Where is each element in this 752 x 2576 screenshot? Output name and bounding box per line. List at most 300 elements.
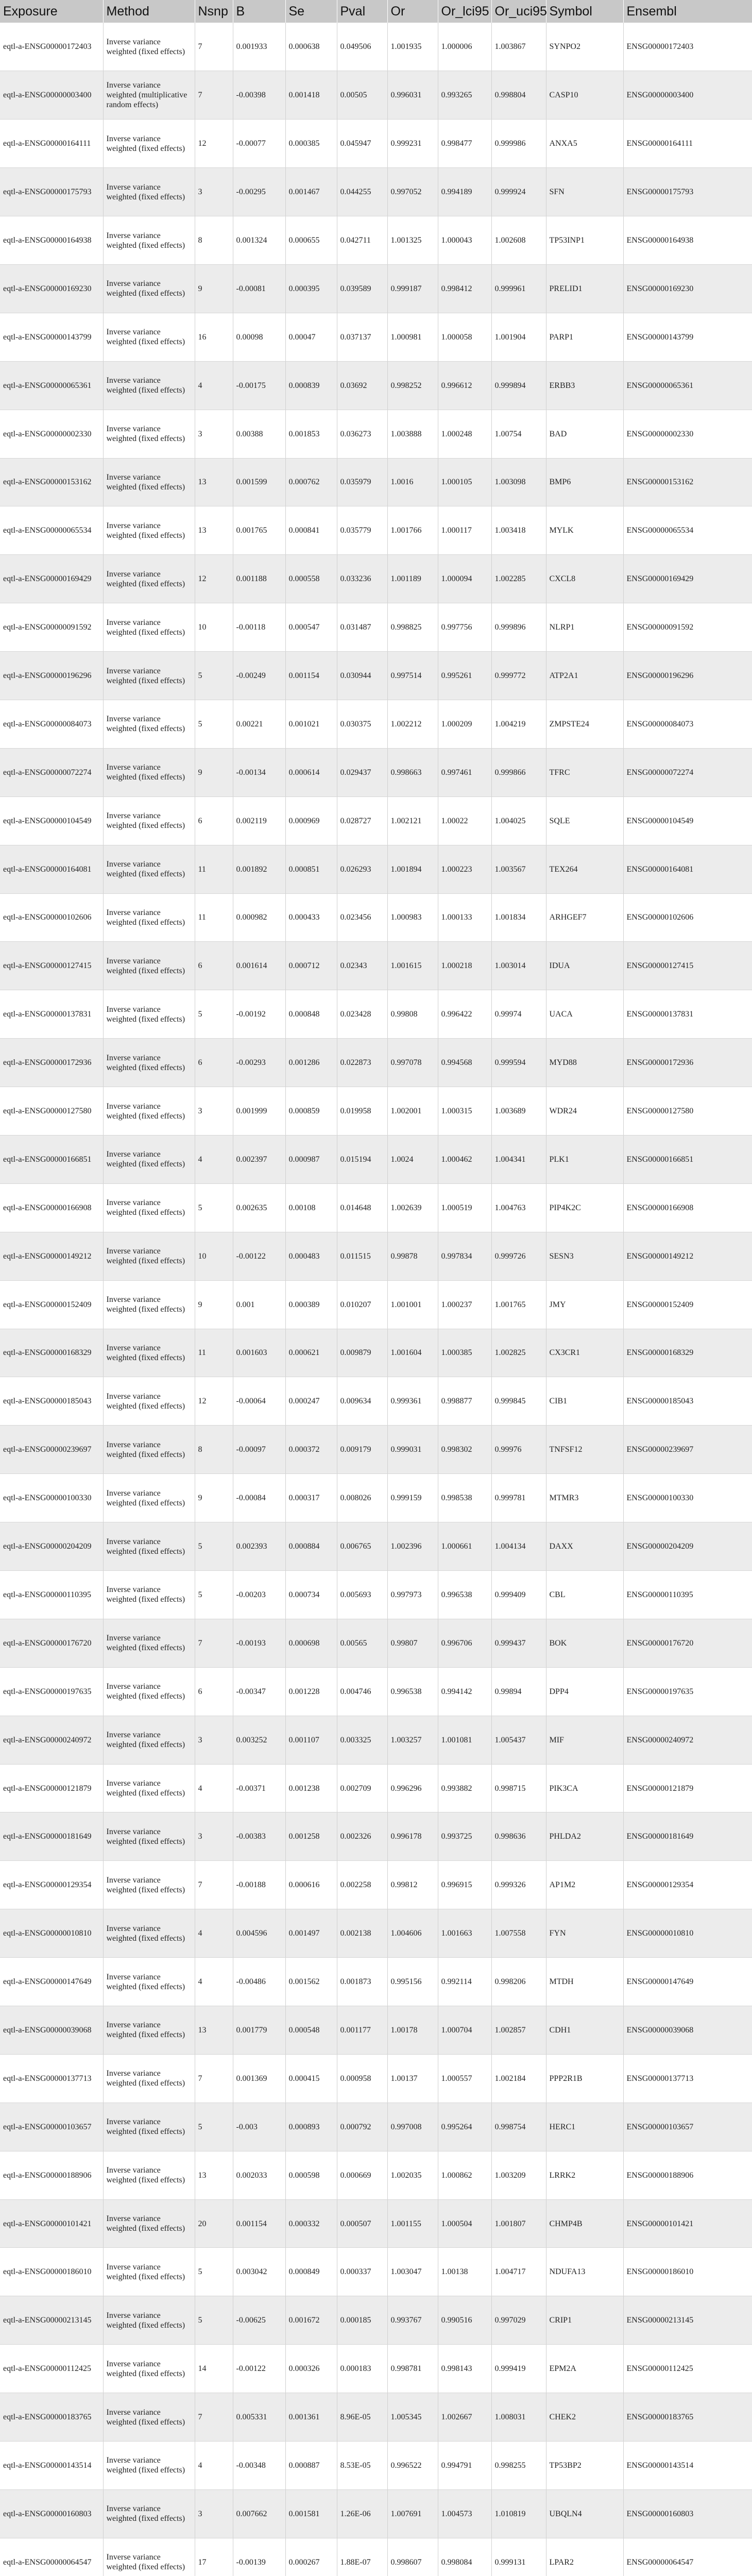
- cell-or: 0.99808: [387, 990, 438, 1039]
- cell-se: 0.001238: [285, 1764, 337, 1812]
- cell-symbol: PARP1: [546, 313, 623, 361]
- cell-pval: 0.036273: [337, 410, 387, 458]
- table-row: [0, 1909, 752, 1958]
- cell-or-uci95: 1.004341: [491, 1135, 546, 1183]
- cell-or-uci95: 1.003867: [491, 23, 546, 71]
- cell-se: 0.001021: [285, 700, 337, 748]
- cell-b: 0.00098: [233, 313, 285, 361]
- cell-nsnp: 5: [195, 700, 233, 748]
- cell-nsnp: 6: [195, 796, 233, 845]
- cell-symbol: HERC1: [546, 2103, 623, 2151]
- cell-or: 1.001001: [387, 1280, 438, 1329]
- cell-or: 0.998781: [387, 2345, 438, 2393]
- cell-or-lci95: 1.000006: [438, 23, 491, 71]
- cell-nsnp: 10: [195, 603, 233, 652]
- cell-exposure: eqtl-a-ENSG00000186010: [0, 2248, 103, 2296]
- cell-or-lci95: 0.997461: [438, 748, 491, 796]
- cell-symbol: TP53BP2: [546, 2442, 623, 2490]
- cell-or-lci95: 1.000385: [438, 1329, 491, 1377]
- cell-pval: 0.037137: [337, 313, 387, 361]
- table-row: [0, 264, 752, 313]
- cell-b: 0.002397: [233, 1135, 285, 1183]
- cell-exposure: eqtl-a-ENSG00000110395: [0, 1571, 103, 1619]
- table-row: [0, 796, 752, 845]
- cell-b: -0.00486: [233, 1958, 285, 2006]
- cell-ensembl: ENSG00000183765: [623, 2393, 752, 2442]
- cell-se: 0.000598: [285, 2151, 337, 2199]
- table-row: [0, 1232, 752, 1280]
- cell-nsnp: 3: [195, 1087, 233, 1136]
- cell-pval: 0.009879: [337, 1329, 387, 1377]
- cell-b: -0.00371: [233, 1764, 285, 1812]
- cell-or-uci95: 0.999409: [491, 1571, 546, 1619]
- cell-ensembl: ENSG00000137831: [623, 990, 752, 1039]
- cell-or: 1.002035: [387, 2151, 438, 2199]
- cell-se: 0.000969: [285, 796, 337, 845]
- cell-or: 1.002001: [387, 1087, 438, 1136]
- cell-method: Inverse variance weighted (fixed effects): [103, 1039, 195, 1087]
- cell-pval: 0.028727: [337, 796, 387, 845]
- cell-or-lci95: 0.996612: [438, 361, 491, 410]
- cell-or: 1.003047: [387, 2248, 438, 2296]
- cell-method: Inverse variance weighted (fixed effects): [103, 700, 195, 748]
- cell-exposure: eqtl-a-ENSG00000121879: [0, 1764, 103, 1812]
- cell-pval: 0.000337: [337, 2248, 387, 2296]
- table-row: [0, 23, 752, 71]
- cell-or: 0.996538: [387, 1667, 438, 1716]
- cell-symbol: MIF: [546, 1716, 623, 1764]
- table-row: [0, 1426, 752, 1474]
- cell-nsnp: 13: [195, 458, 233, 506]
- cell-ensembl: ENSG00000204209: [623, 1522, 752, 1571]
- cell-exposure: eqtl-a-ENSG00000112425: [0, 2345, 103, 2393]
- cell-se: 0.000332: [285, 2199, 337, 2248]
- cell-symbol: UACA: [546, 990, 623, 1039]
- cell-b: 0.007662: [233, 2489, 285, 2538]
- table-row: [0, 1087, 752, 1136]
- cell-or-lci95: 1.000315: [438, 1087, 491, 1136]
- cell-nsnp: 5: [195, 1522, 233, 1571]
- cell-exposure: eqtl-a-ENSG00000240972: [0, 1716, 103, 1764]
- cell-or-lci95: 0.998302: [438, 1426, 491, 1474]
- cell-or: 1.00137: [387, 2054, 438, 2103]
- cell-se: 0.001467: [285, 168, 337, 216]
- table-row: [0, 2442, 752, 2490]
- table-row: [0, 1667, 752, 1716]
- cell-b: -0.00097: [233, 1426, 285, 1474]
- cell-or: 0.99807: [387, 1619, 438, 1667]
- cell-ensembl: ENSG00000166851: [623, 1135, 752, 1183]
- cell-method: Inverse variance weighted (fixed effects): [103, 1812, 195, 1861]
- table-row: [0, 2006, 752, 2055]
- cell-or-uci95: 1.004763: [491, 1183, 546, 1232]
- cell-or-lci95: 1.000519: [438, 1183, 491, 1232]
- cell-method: Inverse variance weighted (fixed effects): [103, 1764, 195, 1812]
- cell-method: Inverse variance weighted (fixed effects): [103, 942, 195, 990]
- cell-ensembl: ENSG00000196296: [623, 652, 752, 700]
- cell-pval: 0.033236: [337, 555, 387, 603]
- cell-se: 0.000267: [285, 2538, 337, 2576]
- cell-or-lci95: 0.990516: [438, 2296, 491, 2345]
- cell-or-lci95: 1.001663: [438, 1909, 491, 1958]
- cell-exposure: eqtl-a-ENSG00000137831: [0, 990, 103, 1039]
- cell-or-uci95: 1.003567: [491, 845, 546, 893]
- cell-se: 0.001107: [285, 1716, 337, 1764]
- cell-or-uci95: 0.998715: [491, 1764, 546, 1812]
- cell-or-uci95: 1.003689: [491, 1087, 546, 1136]
- cell-nsnp: 5: [195, 990, 233, 1039]
- column-header-or-uci95: Or_uci95: [491, 0, 546, 23]
- cell-method: Inverse variance weighted (fixed effects): [103, 1280, 195, 1329]
- cell-or-uci95: 0.999594: [491, 1039, 546, 1087]
- cell-exposure: eqtl-a-ENSG00000127415: [0, 942, 103, 990]
- cell-or-lci95: 1.001081: [438, 1716, 491, 1764]
- cell-se: 0.000887: [285, 2442, 337, 2490]
- cell-ensembl: ENSG00000164081: [623, 845, 752, 893]
- cell-method: Inverse variance weighted (fixed effects): [103, 361, 195, 410]
- cell-se: 0.000415: [285, 2054, 337, 2103]
- cell-or-lci95: 0.998538: [438, 1474, 491, 1522]
- cell-or: 1.000983: [387, 893, 438, 942]
- cell-or-lci95: 0.998143: [438, 2345, 491, 2393]
- cell-symbol: PRELID1: [546, 264, 623, 313]
- cell-pval: 0.023428: [337, 990, 387, 1039]
- cell-pval: 0.022873: [337, 1039, 387, 1087]
- cell-exposure: eqtl-a-ENSG00000065534: [0, 506, 103, 555]
- cell-pval: 0.000669: [337, 2151, 387, 2199]
- cell-b: 0.002635: [233, 1183, 285, 1232]
- cell-or: 1.001604: [387, 1329, 438, 1377]
- cell-or-lci95: 0.993265: [438, 71, 491, 120]
- cell-pval: 0.014648: [337, 1183, 387, 1232]
- cell-method: Inverse variance weighted (fixed effects): [103, 1522, 195, 1571]
- cell-pval: 0.029437: [337, 748, 387, 796]
- cell-or-lci95: 1.000862: [438, 2151, 491, 2199]
- cell-nsnp: 17: [195, 2538, 233, 2576]
- cell-ensembl: ENSG00000064547: [623, 2538, 752, 2576]
- cell-pval: 0.035779: [337, 506, 387, 555]
- cell-nsnp: 12: [195, 120, 233, 168]
- cell-nsnp: 4: [195, 361, 233, 410]
- cell-nsnp: 5: [195, 1571, 233, 1619]
- cell-ensembl: ENSG00000121879: [623, 1764, 752, 1812]
- cell-pval: 0.000507: [337, 2199, 387, 2248]
- cell-se: 0.000433: [285, 893, 337, 942]
- cell-ensembl: ENSG00000172403: [623, 23, 752, 71]
- cell-exposure: eqtl-a-ENSG00000169230: [0, 264, 103, 313]
- cell-nsnp: 11: [195, 845, 233, 893]
- table-row: [0, 361, 752, 410]
- cell-symbol: PIK3CA: [546, 1764, 623, 1812]
- table-row: [0, 216, 752, 265]
- cell-pval: 1.88E-07: [337, 2538, 387, 2576]
- cell-or-lci95: 0.995264: [438, 2103, 491, 2151]
- cell-or-uci95: 0.99976: [491, 1426, 546, 1474]
- cell-nsnp: 3: [195, 1716, 233, 1764]
- cell-nsnp: 3: [195, 2489, 233, 2538]
- cell-nsnp: 4: [195, 2442, 233, 2490]
- cell-nsnp: 7: [195, 23, 233, 71]
- cell-or: 0.996296: [387, 1764, 438, 1812]
- cell-or-lci95: 0.994189: [438, 168, 491, 216]
- cell-se: 0.000849: [285, 2248, 337, 2296]
- cell-method: Inverse variance weighted (fixed effects): [103, 1426, 195, 1474]
- cell-exposure: eqtl-a-ENSG00000166908: [0, 1183, 103, 1232]
- cell-or-lci95: 1.000248: [438, 410, 491, 458]
- cell-exposure: eqtl-a-ENSG00000160803: [0, 2489, 103, 2538]
- cell-or-uci95: 0.998804: [491, 71, 546, 120]
- cell-b: 0.001765: [233, 506, 285, 555]
- cell-or-uci95: 0.998636: [491, 1812, 546, 1861]
- cell-or: 1.002639: [387, 1183, 438, 1232]
- cell-or-lci95: 0.992114: [438, 1958, 491, 2006]
- cell-ensembl: ENSG00000147649: [623, 1958, 752, 2006]
- cell-symbol: SYNPO2: [546, 23, 623, 71]
- cell-exposure: eqtl-a-ENSG00000196296: [0, 652, 103, 700]
- cell-b: 0.001: [233, 1280, 285, 1329]
- cell-nsnp: 11: [195, 1329, 233, 1377]
- cell-pval: 0.044255: [337, 168, 387, 216]
- table-row: [0, 2199, 752, 2248]
- cell-exposure: eqtl-a-ENSG00000175793: [0, 168, 103, 216]
- cell-symbol: ARHGEF7: [546, 893, 623, 942]
- table-row: [0, 458, 752, 506]
- cell-nsnp: 5: [195, 1183, 233, 1232]
- cell-nsnp: 20: [195, 2199, 233, 2248]
- cell-pval: 0.030944: [337, 652, 387, 700]
- cell-ensembl: ENSG00000149212: [623, 1232, 752, 1280]
- cell-exposure: eqtl-a-ENSG00000176720: [0, 1619, 103, 1667]
- cell-ensembl: ENSG00000197635: [623, 1667, 752, 1716]
- cell-or-lci95: 0.997834: [438, 1232, 491, 1280]
- cell-or-lci95: 0.996915: [438, 1861, 491, 1909]
- cell-or-lci95: 1.000058: [438, 313, 491, 361]
- cell-or: 1.00178: [387, 2006, 438, 2055]
- table-row: [0, 1474, 752, 1522]
- cell-nsnp: 8: [195, 216, 233, 265]
- cell-symbol: PLK1: [546, 1135, 623, 1183]
- cell-symbol: ATP2A1: [546, 652, 623, 700]
- cell-or: 0.997052: [387, 168, 438, 216]
- cell-se: 0.001418: [285, 71, 337, 120]
- cell-or: 1.001935: [387, 23, 438, 71]
- cell-method: Inverse variance weighted (fixed effects): [103, 1232, 195, 1280]
- cell-nsnp: 6: [195, 1667, 233, 1716]
- cell-se: 0.001258: [285, 1812, 337, 1861]
- cell-symbol: MTDH: [546, 1958, 623, 2006]
- cell-exposure: eqtl-a-ENSG00000152409: [0, 1280, 103, 1329]
- cell-b: -0.00122: [233, 1232, 285, 1280]
- cell-or-lci95: 1.000504: [438, 2199, 491, 2248]
- cell-method: Inverse variance weighted (fixed effects): [103, 2296, 195, 2345]
- table-body: [0, 23, 752, 2576]
- cell-se: 0.000317: [285, 1474, 337, 1522]
- cell-ensembl: ENSG00000164938: [623, 216, 752, 265]
- cell-ensembl: ENSG00000137713: [623, 2054, 752, 2103]
- cell-or-lci95: 0.994568: [438, 1039, 491, 1087]
- column-header-pval: Pval: [337, 0, 387, 23]
- cell-pval: 0.011515: [337, 1232, 387, 1280]
- table-row: [0, 845, 752, 893]
- cell-method: Inverse variance weighted (fixed effects): [103, 893, 195, 942]
- column-header-exposure: Exposure: [0, 0, 103, 23]
- cell-method: Inverse variance weighted (fixed effects): [103, 313, 195, 361]
- cell-ensembl: ENSG00000168329: [623, 1329, 752, 1377]
- cell-nsnp: 4: [195, 1135, 233, 1183]
- cell-or-lci95: 0.997756: [438, 603, 491, 652]
- cell-se: 0.000698: [285, 1619, 337, 1667]
- cell-ensembl: ENSG00000169230: [623, 264, 752, 313]
- cell-se: 0.000385: [285, 120, 337, 168]
- table-row: [0, 1039, 752, 1087]
- cell-method: Inverse variance weighted (fixed effects): [103, 603, 195, 652]
- cell-pval: 0.03692: [337, 361, 387, 410]
- cell-or-uci95: 1.003209: [491, 2151, 546, 2199]
- cell-method: Inverse variance weighted (fixed effects): [103, 1571, 195, 1619]
- cell-b: 0.001188: [233, 555, 285, 603]
- cell-nsnp: 4: [195, 1909, 233, 1958]
- cell-ensembl: ENSG00000102606: [623, 893, 752, 942]
- table-row: [0, 1183, 752, 1232]
- cell-or-lci95: 1.000133: [438, 893, 491, 942]
- cell-method: Inverse variance weighted (fixed effects): [103, 216, 195, 265]
- cell-se: 0.000841: [285, 506, 337, 555]
- cell-ensembl: ENSG00000110395: [623, 1571, 752, 1619]
- header-row: [0, 0, 752, 23]
- cell-ensembl: ENSG00000039068: [623, 2006, 752, 2055]
- cell-method: Inverse variance weighted (fixed effects): [103, 2054, 195, 2103]
- cell-nsnp: 14: [195, 2345, 233, 2393]
- cell-exposure: eqtl-a-ENSG00000100330: [0, 1474, 103, 1522]
- cell-b: 0.002393: [233, 1522, 285, 1571]
- table-row: [0, 748, 752, 796]
- cell-nsnp: 3: [195, 1812, 233, 1861]
- cell-exposure: eqtl-a-ENSG00000003400: [0, 71, 103, 120]
- cell-or: 0.996178: [387, 1812, 438, 1861]
- cell-pval: 0.031487: [337, 603, 387, 652]
- cell-pval: 0.006765: [337, 1522, 387, 1571]
- cell-se: 0.001672: [285, 2296, 337, 2345]
- cell-pval: 1.26E-06: [337, 2489, 387, 2538]
- cell-or-uci95: 0.999419: [491, 2345, 546, 2393]
- cell-nsnp: 8: [195, 1426, 233, 1474]
- column-header-ensembl: Ensembl: [623, 0, 752, 23]
- cell-nsnp: 16: [195, 313, 233, 361]
- table-row: [0, 942, 752, 990]
- cell-b: -0.003: [233, 2103, 285, 2151]
- cell-or-lci95: 0.993882: [438, 1764, 491, 1812]
- cell-exposure: eqtl-a-ENSG00000239697: [0, 1426, 103, 1474]
- cell-b: -0.00084: [233, 1474, 285, 1522]
- cell-se: 0.000389: [285, 1280, 337, 1329]
- cell-ensembl: ENSG00000103657: [623, 2103, 752, 2151]
- cell-method: Inverse variance weighted (fixed effects): [103, 1958, 195, 2006]
- cell-method: Inverse variance weighted (fixed effects): [103, 168, 195, 216]
- cell-or-uci95: 0.999896: [491, 603, 546, 652]
- cell-b: 0.001999: [233, 1087, 285, 1136]
- cell-ensembl: ENSG00000084073: [623, 700, 752, 748]
- cell-b: 0.002033: [233, 2151, 285, 2199]
- table-row: [0, 2489, 752, 2538]
- cell-b: -0.00175: [233, 361, 285, 410]
- cell-ensembl: ENSG00000239697: [623, 1426, 752, 1474]
- cell-or-uci95: 1.005437: [491, 1716, 546, 1764]
- cell-symbol: CHMP4B: [546, 2199, 623, 2248]
- cell-b: -0.00188: [233, 1861, 285, 1909]
- cell-or-uci95: 1.010819: [491, 2489, 546, 2538]
- cell-or-uci95: 0.999986: [491, 120, 546, 168]
- cell-symbol: BOK: [546, 1619, 623, 1667]
- cell-se: 0.001361: [285, 2393, 337, 2442]
- cell-ensembl: ENSG00000072274: [623, 748, 752, 796]
- cell-method: Inverse variance weighted (fixed effects): [103, 264, 195, 313]
- cell-or: 1.007691: [387, 2489, 438, 2538]
- cell-ensembl: ENSG00000101421: [623, 2199, 752, 2248]
- cell-nsnp: 10: [195, 1232, 233, 1280]
- cell-symbol: LPAR2: [546, 2538, 623, 2576]
- table-row: [0, 71, 752, 120]
- cell-or-lci95: 1.000094: [438, 555, 491, 603]
- cell-nsnp: 4: [195, 1958, 233, 2006]
- cell-or: 0.997008: [387, 2103, 438, 2151]
- cell-pval: 0.015194: [337, 1135, 387, 1183]
- table-row: [0, 652, 752, 700]
- cell-symbol: CDH1: [546, 2006, 623, 2055]
- cell-nsnp: 7: [195, 2393, 233, 2442]
- cell-exposure: eqtl-a-ENSG00000166851: [0, 1135, 103, 1183]
- cell-exposure: eqtl-a-ENSG00000147649: [0, 1958, 103, 2006]
- cell-b: -0.00139: [233, 2538, 285, 2576]
- cell-nsnp: 4: [195, 1764, 233, 1812]
- cell-exposure: eqtl-a-ENSG00000172403: [0, 23, 103, 71]
- table-row: [0, 1861, 752, 1909]
- cell-method: Inverse variance weighted (fixed effects): [103, 2248, 195, 2296]
- cell-pval: 0.02343: [337, 942, 387, 990]
- cell-or: 1.001766: [387, 506, 438, 555]
- cell-or-uci95: 1.004219: [491, 700, 546, 748]
- cell-b: -0.00064: [233, 1377, 285, 1426]
- cell-method: Inverse variance weighted (fixed effects): [103, 1667, 195, 1716]
- cell-or: 1.002396: [387, 1522, 438, 1571]
- cell-ensembl: ENSG00000172936: [623, 1039, 752, 1087]
- cell-method: Inverse variance weighted (multiplicative random effects): [103, 71, 195, 120]
- cell-nsnp: 13: [195, 2006, 233, 2055]
- cell-symbol: PIP4K2C: [546, 1183, 623, 1232]
- cell-pval: 0.005693: [337, 1571, 387, 1619]
- cell-exposure: eqtl-a-ENSG00000084073: [0, 700, 103, 748]
- cell-or-lci95: 0.996706: [438, 1619, 491, 1667]
- cell-symbol: NDUFA13: [546, 2248, 623, 2296]
- cell-nsnp: 11: [195, 893, 233, 942]
- cell-b: 0.001892: [233, 845, 285, 893]
- cell-b: -0.00625: [233, 2296, 285, 2345]
- cell-or-lci95: 0.995261: [438, 652, 491, 700]
- cell-or: 1.004606: [387, 1909, 438, 1958]
- cell-ensembl: ENSG00000213145: [623, 2296, 752, 2345]
- cell-exposure: eqtl-a-ENSG00000127580: [0, 1087, 103, 1136]
- table-row: [0, 1377, 752, 1426]
- cell-se: 0.000558: [285, 555, 337, 603]
- column-header-method: Method: [103, 0, 195, 23]
- cell-or: 1.000981: [387, 313, 438, 361]
- cell-symbol: LRRK2: [546, 2151, 623, 2199]
- cell-nsnp: 5: [195, 2296, 233, 2345]
- cell-symbol: SESN3: [546, 1232, 623, 1280]
- cell-nsnp: 5: [195, 652, 233, 700]
- cell-exposure: eqtl-a-ENSG00000064547: [0, 2538, 103, 2576]
- cell-or-lci95: 0.996538: [438, 1571, 491, 1619]
- cell-or-lci95: 0.998412: [438, 264, 491, 313]
